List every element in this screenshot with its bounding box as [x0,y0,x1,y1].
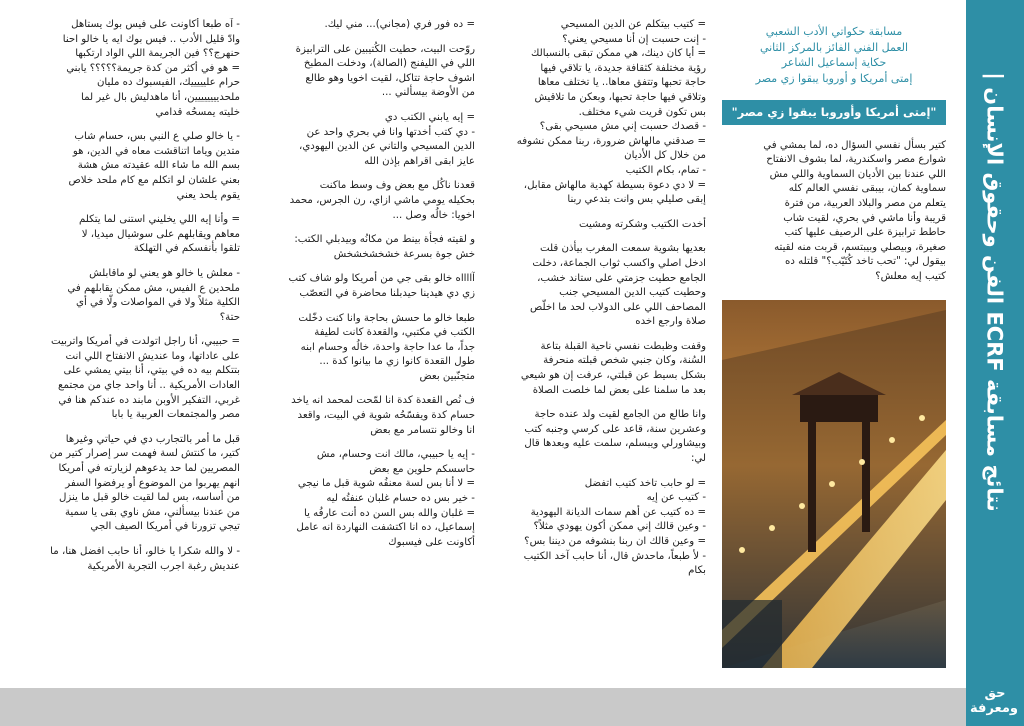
text-line: - لا والله شكرا يا خالو، أنا حابب افضل هنا، ما [50,546,240,557]
paragraph [488,18,706,208]
paragraph [488,340,706,398]
logo-line-1: حق [984,686,1006,701]
pull-quote: "إمتى أمريكا وأوروبا يبقوا زي مصر" [722,100,946,125]
paragraph [253,179,475,223]
text-line: وادّ قليل الأدب .. فيس بوك ايه يا خالو احنا [62,33,240,45]
text-line: كتيب إيه معلش؟ [875,270,946,282]
text-line: صغيرة، وبيصلي وبيبتسم، قربت منه لقيته [774,241,946,253]
text-line: = ده كتيب عن أهم سمات الديانة اليهودية [530,506,706,518]
text-line: يتعلم من مصر والبلاد العربية، من فترة [784,197,946,209]
logo-line-2: ومعرفة [970,701,1018,716]
text-line: = غلبان والله بس السن ده أنت عارفُه يا [303,507,475,519]
text-line: قبل ما أمر بالتجارب دي في حياتي وغيرها [65,433,240,445]
text-line: بعني علشان لو اتكلم مع كام ملحد خلاص [68,174,240,186]
text-line: = حبيبي، أنا راجل اتولدت في أمريكا واتربيت [51,336,240,348]
text-line: = لا دي دعوة بسيطة كهدية مالهاش مقابل، [523,179,706,191]
text-line: اللي في الليفنج (الصالة)، ودخلت المطبخ [303,58,475,70]
text-line: تلقوا بأنفسكم في التهلكة [133,243,240,255]
logo [972,686,1018,716]
text-line: مصر والمجتمعات العربية يا بابا [111,409,240,421]
text-line: = صدقني مالهاش ضرورة، ربنا ممكن نشوفه [516,135,706,147]
paragraph [18,18,240,120]
text-line: إسماعيل، ده انا اكتشفت النهاردة انه عامل [296,522,475,534]
text-line: وعشرين سنة، قاعد على كرسي وجنبه كتب [524,423,706,435]
text-line: طول القعدة كانوا زي ما بيانوا كدة ... [319,356,475,368]
text-line: خليته يمسحُه قدامي [155,106,240,118]
text-line: من خلال كل الأديان [624,150,706,162]
text-line: - قصدك حسبت إني مش مسيحي بقى؟ [539,121,706,133]
intro-line: العمل الفني الفائز بالمركز الثاني [759,40,909,54]
text-line: متجنّبين بعض [419,370,475,382]
text-line: = وأنا إيه اللي يخليني استنى لما يتكلم [78,214,240,226]
sidebar-title-wrap [972,12,1018,572]
text-line: - إيه يا حبيبي، مالك انت وحسام، مش [316,449,475,461]
text-line: لي: [690,453,706,465]
paragraph [488,408,706,466]
text-line: - معلش يا خالو هو يعني لو ماقابلش [89,267,240,279]
text-line: عنديش رغبة اجرب التجربة الأمريكية [87,560,240,572]
text-line: - دي كتب أخدتها وانا في بحري واحد عن [306,126,475,138]
text-line: وتلاقي فيها حاجة تحبها، وبعكن ما تلاقيش [534,91,706,103]
text-line: الكتب في مكتبي، والقعدة كانت لطيفة [314,327,475,339]
paragraph [253,233,475,262]
text-line: حاجة تحبها وتتفق معاها.. يا تختلف معاها [537,77,706,89]
text-line: - كتيب عن إيه [646,492,706,504]
text-line: = هو في أكثر من كدة جريمة؟؟؟؟؟ يابني [66,62,240,74]
text-line: - وعين قالك إني ممكن أكون يهودي مثلاً؟ [533,521,706,533]
text-line: متدين وياما اتناقشت معاه في الدين، هو [72,145,240,157]
paragraph [253,43,475,101]
text-line: كتير بسأل نفسي السؤال ده، لما بمشي في [763,139,946,151]
bridge-photo-icon [722,300,946,668]
text-line: شوارع مصر واسكندرية، لما بشوف الانفتاح [766,154,946,166]
paragraph [18,267,240,325]
text-line: آااااه خالو بقى جي من أمريكا ولو شاف كتب [288,273,475,285]
text-line: كتير، ما كنتش لسة فهمت سر إصرار كتير من [49,448,240,460]
text-line: المصاحف اللي على الدولاب لحد ما اخلّص [530,301,706,313]
text-line: الكلية مثلاً ولا في المواصلات ولّا في أي [76,297,240,309]
text-line: ملحدين ع الفيس، مش ممكن يقابلهم في [67,282,240,294]
sidebar [966,0,1024,726]
text-line: معاهم ويقابلهم على سوشيال ميديا، لا [81,228,240,240]
intro-line: مسابقة حكواتي الأدب الشعبي [765,25,903,38]
sidebar-title: نتائج مسابقة ECRF الفن وحقوق الإنسان | [983,72,1008,512]
paragraph [18,433,240,535]
text-line: = إيه يابني الكتب دي [384,111,475,123]
text-line: اخويا: خالُه وصل ... [392,209,475,221]
text-line: وحطيت كتيب الدين المسيحي جنب [559,287,706,299]
text-line: الدين المسيحي والتاني عن الدين اليهودي، [299,141,475,153]
text-line: بس تكون قريت شيء مختلف. [578,106,706,118]
text-line: = كتيب بيتكلم عن الدين المسيحي [560,19,706,30]
paragraph [488,477,706,579]
text-line: - تمام، بكام الكتيب [625,164,706,176]
text-line: = لا أنا بس لسة معنفُه شوية قبل ما نيجي [297,478,475,490]
text-line: من أساسه، بس لما لقيت خالو قبل ما ينزل [58,492,240,504]
text-line: حتة؟ [219,311,240,323]
column-2 [488,18,706,668]
text-line: صلاة وارجع اخده [635,316,706,328]
text-line: غربي، التفكير الأوبن مابند ده عندكم هنا في [58,394,240,406]
text-line: وبيشاورلي ويبسلم، سلمت عليه وبعدها قال [524,438,706,450]
text-line: رؤية مختلفة كثقافة جديدة، يا تلاقي فيها [540,62,706,74]
text-line: أخدت الكتيب وشكرته ومشيت [578,218,706,230]
text-line: = وعين قالك ان ربنا بنشوفه من ديننا بس؟ [524,536,706,547]
text-line: العادات الأمريكية .. أنا واحد جاي من مجتمع [58,380,240,392]
text-line: من عندنا بيسألني، مش ناوي بقى يا سمية [64,506,240,518]
text-line: تيجي تزورنا في أمريكا الصيف الجي [90,521,240,533]
paragraph [253,394,475,438]
text-line: الجامع حطيت جزمتي على ستاند خشب، [537,272,706,284]
text-line: بيقول لي: "تحب تاخد كُتَيّب؟" قلتله ده [785,256,946,268]
paragraph [18,130,240,203]
text-line: سماوية كمان، بيبقى نفسي العالم كله [788,183,946,195]
text-line: - يا خالو صلي ع النبي بس، حسام شاب [74,131,240,143]
paragraph [488,242,706,330]
paragraph [253,312,475,385]
text-line: جداً، ما عدا حاجة واحدة، خالُه وحسام ابنه [300,341,475,353]
text-line: المصريين لما حد يدعوهم لزيارته في أمريكا [58,463,240,475]
footer-band [0,688,966,726]
text-line: حسام كدة ويفسّحُه شوية في البيت، واقعد [297,410,475,422]
paragraph [253,448,475,550]
text-line: انا وخالو نتسامر مع بعض [370,424,475,436]
paragraph [18,545,240,574]
text-line: - خير بس ده حسام غلبان عنفتُه ليه [326,493,475,505]
text-line: - لأ طبعاً، ماحدش قال، أنا حابب آخد الكتيب [523,550,706,562]
intro-block [722,24,946,86]
text-line: و لقيته فجأة بينط من مكانُه وبيدبلي الكتب: [294,234,475,246]
text-line: قعدنا ناكُل مع بعض وف وسط ماكنت [319,180,475,192]
paragraph [253,272,475,301]
text-line: بتتكلم بيه ده في بيتي، أنا بيتي يمشي على [63,365,240,377]
text-line: وقفت وظبطت نفسي ناحية القبلة بتاعة [540,340,706,352]
text-line: = ده فور فري (مجاني)... مني ليك. [324,19,475,30]
text-line: بحكيله يومي ماشي ازاي، رن الجرس، محمد [289,194,475,206]
column-3 [253,18,475,668]
text-line: حاسسكم حلوين مع بعض [369,463,475,475]
intro-line: إمتى أمريكا و أوروبا يبقوا زي مصر [755,71,913,85]
paragraph [488,218,706,233]
text-line: قريبة وأنا ماشي في بحري، لقيت شاب [783,212,946,224]
text-line: ف نُص القعدة كدة انا لمّحت لمحمد انه ياخد [291,395,475,407]
text-line: يقوم يلحد يعني [176,189,240,201]
text-line: حنهرج؟؟ فين الجريمة اللي الواد ارتكبها [75,48,240,60]
text-line: بعد ما سلمنا على بعض لما خلصت الصلاة [532,384,706,396]
column-4 [18,18,240,668]
text-line: حاطط ترابيزة على الرصيف عليها كتب [784,227,946,239]
text-line: حرام عليييييك، الفيسبوك ده مليان [96,77,240,89]
text-line: اشوف حاجة تتاكل، لقيت اخويا وهو طالع [305,72,475,84]
text-line: انهم يهربوا من الموضوع أو يرفضوا السفر [65,477,240,489]
paragraph [253,18,475,33]
intro-line: حكاية إسماعيل الشاعر [781,56,887,69]
text-line: أكاونت على فيسبوك [388,536,475,548]
paragraph [253,111,475,169]
text-line: بعديها بشوية سمعت المغرب بيأذن قلت [540,243,706,255]
text-line: بشكل بسيط عن قبلتي، عرفت إن هو شيعي [520,370,706,382]
text-line: ادخل اصلي واكسب ثواب الجماعة، دخلت [532,257,706,269]
bridge-photo [722,300,946,668]
paragraph [18,213,240,257]
text-line: زي دي هيدينا حيدبلنا محاضرة في التعصّب [299,287,475,299]
text-line: - آه طبعا أكاونت على فيس بوك يستاهل [71,19,240,30]
paragraph [722,139,946,285]
text-line: السُنة، وكان جنبي شخص قبلته منحرفة [543,355,706,367]
text-line: - إنت حسبت إن أنا مسيحي يعني؟ [562,33,706,45]
text-line: = أيا كان دينك، هي ممكن تبقى بالنسبالك [531,48,706,60]
text-line: عايز ابقى اقراهم بإذن الله [364,155,475,167]
text-line: خش جوة بسرعة خشخشخشخش [333,248,475,260]
text-line: طبعا خالو ما حسش بحاجة وانا كنت دخّلت [298,312,475,324]
text-line: = لو حابب تاخد كتيب اتفضل [584,477,706,489]
text-line: اللي عندنا بين الأديان السماوية واللي مش [769,168,946,180]
text-line: إبقى صليلي بس وانت بتدعي ربنا [567,194,706,206]
text-line: بسم الله ما شاء الله عقيدته مش هشة [77,160,240,172]
paragraph [18,335,240,423]
text-line: وانا طالع من الجامع لقيت ولد عنده حاجة [534,409,706,421]
text-line: من الأوضة بيسألني ... [381,87,475,99]
text-line: روّحت البيت، حطيت الكُتيبين على الترابيزة [295,43,475,55]
text-line: بكام [688,565,706,577]
text-line: على عاداتها، وما عنديش الانفتاح اللي انت [65,350,240,362]
text-line: ملحديييييييين، أنا ماهدليش بال غير لما [80,91,240,103]
